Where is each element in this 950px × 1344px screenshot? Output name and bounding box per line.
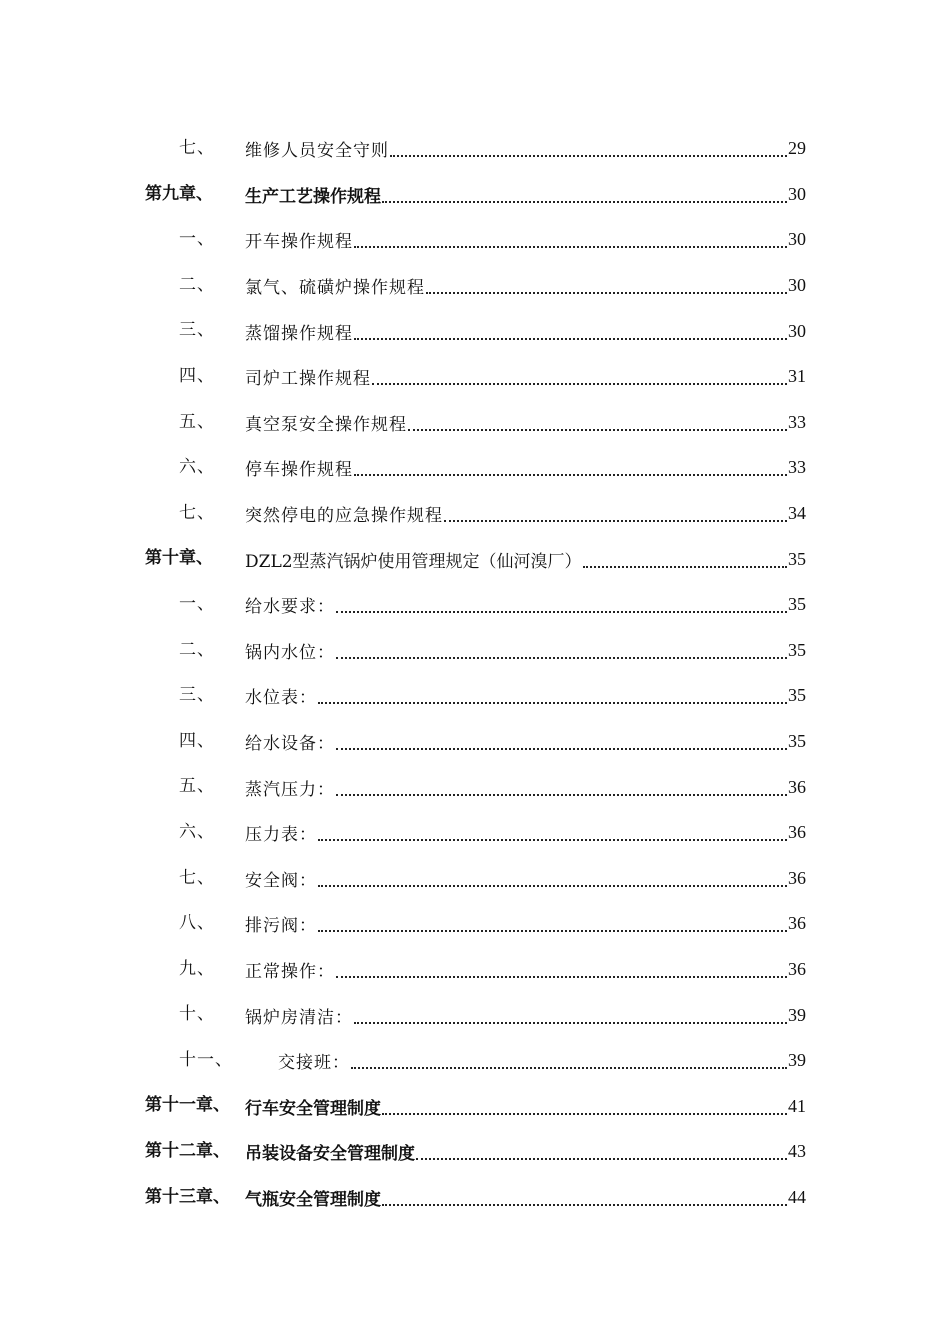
toc-entry-title: 真空泵安全操作规程 — [245, 414, 407, 435]
toc-entry-number: 第十三章、 — [145, 1186, 230, 1207]
toc-entry-line — [245, 628, 806, 674]
toc-entry-title: DZL2型蒸汽锅炉使用管理规定（仙河溴厂） — [245, 551, 582, 572]
toc-entry-page-number: 36 — [788, 776, 806, 797]
toc-entry-line — [245, 582, 806, 628]
toc-entry[interactable] — [0, 172, 950, 218]
toc-entry[interactable] — [0, 673, 950, 719]
toc-entry[interactable] — [0, 491, 950, 537]
dot-leader — [336, 793, 787, 796]
toc-entry-title: 吊装设备安全管理制度 — [245, 1144, 415, 1165]
toc-entry[interactable] — [0, 445, 950, 491]
toc-entry-title: 锅炉房清洁： — [245, 1007, 353, 1028]
toc-entry-number: 九、 — [179, 958, 215, 979]
toc-entry-page-number: 36 — [788, 822, 806, 843]
toc-entry-page-number: 43 — [788, 1141, 806, 1162]
toc-entry-title: 司炉工操作规程 — [245, 369, 371, 390]
dot-leader — [336, 975, 787, 978]
toc-entry-title: 蒸汽压力： — [245, 779, 335, 800]
toc-entry[interactable] — [0, 1038, 950, 1084]
toc-entry[interactable] — [0, 536, 950, 582]
toc-entry-number: 一、 — [179, 229, 215, 250]
toc-entry[interactable] — [0, 810, 950, 856]
dot-leader — [372, 382, 787, 385]
toc-entry[interactable] — [0, 947, 950, 993]
dot-leader — [336, 610, 787, 613]
dot-leader — [354, 1021, 787, 1024]
table-of-contents — [0, 126, 950, 1220]
toc-entry-title: 氯气、硫磺炉操作规程 — [245, 278, 425, 299]
toc-entry-number: 六、 — [179, 821, 215, 842]
toc-entry-number: 七、 — [179, 867, 215, 888]
dot-leader — [318, 838, 787, 841]
toc-entry[interactable] — [0, 217, 950, 263]
dot-leader — [354, 245, 787, 248]
dot-leader — [318, 701, 787, 704]
toc-entry-line — [245, 810, 806, 856]
toc-entry-number: 第九章、 — [145, 183, 213, 204]
toc-entry-page-number: 35 — [788, 594, 806, 615]
toc-entry[interactable] — [0, 582, 950, 628]
toc-entry-page-number: 31 — [788, 366, 806, 387]
toc-entry-page-number: 33 — [788, 411, 806, 432]
toc-entry-title: 维修人员安全守则 — [245, 141, 389, 162]
toc-entry-line — [245, 263, 806, 309]
toc-entry-title: 开车操作规程 — [245, 232, 353, 253]
toc-entry[interactable] — [0, 126, 950, 172]
dot-leader — [390, 154, 787, 157]
toc-entry-number: 二、 — [179, 274, 215, 295]
toc-entry-number: 四、 — [179, 365, 215, 386]
toc-entry-title: 锅内水位： — [245, 642, 335, 663]
toc-entry[interactable] — [0, 1129, 950, 1175]
toc-entry-line — [245, 1083, 806, 1129]
toc-entry-title: 停车操作规程 — [245, 460, 353, 481]
toc-entry-line — [245, 491, 806, 537]
toc-entry-line — [245, 992, 806, 1038]
dot-leader — [318, 929, 787, 932]
toc-entry-number: 第十二章、 — [145, 1141, 230, 1162]
toc-entry-number: 三、 — [179, 685, 215, 706]
toc-entry-number: 第十章、 — [145, 548, 213, 569]
toc-entry-line — [245, 354, 806, 400]
toc-entry-page-number: 34 — [788, 503, 806, 524]
toc-entry-page-number: 30 — [788, 183, 806, 204]
toc-entry-page-number: 35 — [788, 639, 806, 660]
toc-entry-number: 七、 — [179, 138, 215, 158]
toc-entry-page-number: 35 — [788, 685, 806, 706]
dot-leader — [416, 1157, 787, 1160]
dot-leader — [336, 747, 787, 750]
toc-entry-title: 给水设备： — [245, 734, 335, 755]
toc-entry-line — [245, 673, 806, 719]
toc-entry[interactable] — [0, 992, 950, 1038]
dot-leader — [354, 473, 787, 476]
toc-entry-page-number: 33 — [788, 457, 806, 478]
toc-entry[interactable] — [0, 1083, 950, 1129]
dot-leader — [408, 428, 787, 431]
toc-entry-page-number: 29 — [788, 138, 806, 159]
toc-entry-page-number: 41 — [788, 1095, 806, 1116]
toc-entry-page-number: 36 — [788, 958, 806, 979]
dot-leader — [426, 291, 787, 294]
toc-entry-title: 行车安全管理制度 — [245, 1098, 381, 1119]
toc-entry-title: 生产工艺操作规程 — [245, 186, 381, 207]
dot-leader — [444, 519, 787, 522]
toc-entry[interactable] — [0, 1175, 950, 1221]
toc-entry[interactable] — [0, 856, 950, 902]
toc-entry-title: 交接班： — [278, 1053, 350, 1074]
dot-leader — [318, 884, 787, 887]
dot-leader — [382, 200, 787, 203]
toc-entry-line — [245, 536, 806, 582]
toc-entry-line — [245, 901, 806, 947]
toc-entry-number: 八、 — [179, 913, 215, 934]
toc-entry-page-number: 39 — [788, 1004, 806, 1025]
toc-entry-page-number: 30 — [788, 275, 806, 296]
toc-entry[interactable] — [0, 400, 950, 446]
dot-leader — [354, 337, 787, 340]
dot-leader — [583, 565, 787, 568]
toc-entry-number: 第十一章、 — [145, 1095, 230, 1116]
toc-entry-title: 给水要求： — [245, 597, 335, 618]
toc-entry-number: 十一、 — [179, 1049, 233, 1070]
toc-entry[interactable] — [0, 354, 950, 400]
toc-entry-number: 四、 — [179, 730, 215, 751]
toc-entry-line — [245, 856, 806, 902]
toc-entry-page-number: 30 — [788, 320, 806, 341]
toc-entry-line — [245, 947, 806, 993]
toc-entry-line — [245, 217, 806, 263]
toc-entry-page-number: 44 — [788, 1186, 806, 1207]
toc-entry-title: 正常操作： — [245, 961, 335, 982]
toc-entry-line — [278, 1038, 806, 1084]
toc-entry-number: 五、 — [179, 776, 215, 797]
toc-entry-number: 五、 — [179, 411, 215, 432]
toc-entry-number: 六、 — [179, 457, 215, 478]
toc-entry-title: 安全阀： — [245, 870, 317, 891]
dot-leader — [351, 1066, 787, 1069]
toc-entry-line — [245, 445, 806, 491]
toc-entry-title: 压力表： — [245, 825, 317, 846]
toc-entry-line — [245, 764, 806, 810]
toc-entry-title: 气瓶安全管理制度 — [245, 1189, 381, 1210]
toc-entry[interactable] — [0, 308, 950, 354]
toc-entry-number: 三、 — [179, 320, 215, 341]
toc-entry-page-number: 36 — [788, 913, 806, 934]
toc-entry-title: 蒸馏操作规程 — [245, 323, 353, 344]
toc-entry-page-number: 35 — [788, 731, 806, 752]
toc-entry-line — [245, 126, 806, 172]
toc-entry[interactable] — [0, 263, 950, 309]
toc-entry-number: 十、 — [179, 1004, 215, 1025]
toc-entry-page-number: 35 — [788, 548, 806, 569]
toc-entry-number: 二、 — [179, 639, 215, 660]
toc-entry-line — [245, 719, 806, 765]
toc-entry-page-number: 39 — [788, 1050, 806, 1071]
toc-entry[interactable] — [0, 764, 950, 810]
toc-entry-title: 突然停电的应急操作规程 — [245, 506, 443, 527]
toc-entry-line — [245, 1175, 806, 1221]
toc-entry[interactable] — [0, 628, 950, 674]
toc-entry-title: 排污阀： — [245, 916, 317, 937]
toc-entry-number: 一、 — [179, 593, 215, 614]
dot-leader — [382, 1203, 787, 1206]
dot-leader — [382, 1112, 787, 1115]
toc-entry-line — [245, 1129, 806, 1175]
toc-entry[interactable] — [0, 719, 950, 765]
toc-entry-line — [245, 400, 806, 446]
toc-entry[interactable] — [0, 901, 950, 947]
toc-entry-line — [245, 172, 806, 218]
dot-leader — [336, 656, 787, 659]
toc-entry-page-number: 30 — [788, 229, 806, 250]
toc-entry-page-number: 36 — [788, 867, 806, 888]
toc-entry-line — [245, 308, 806, 354]
toc-entry-number: 七、 — [179, 502, 215, 523]
toc-entry-title: 水位表： — [245, 688, 317, 709]
